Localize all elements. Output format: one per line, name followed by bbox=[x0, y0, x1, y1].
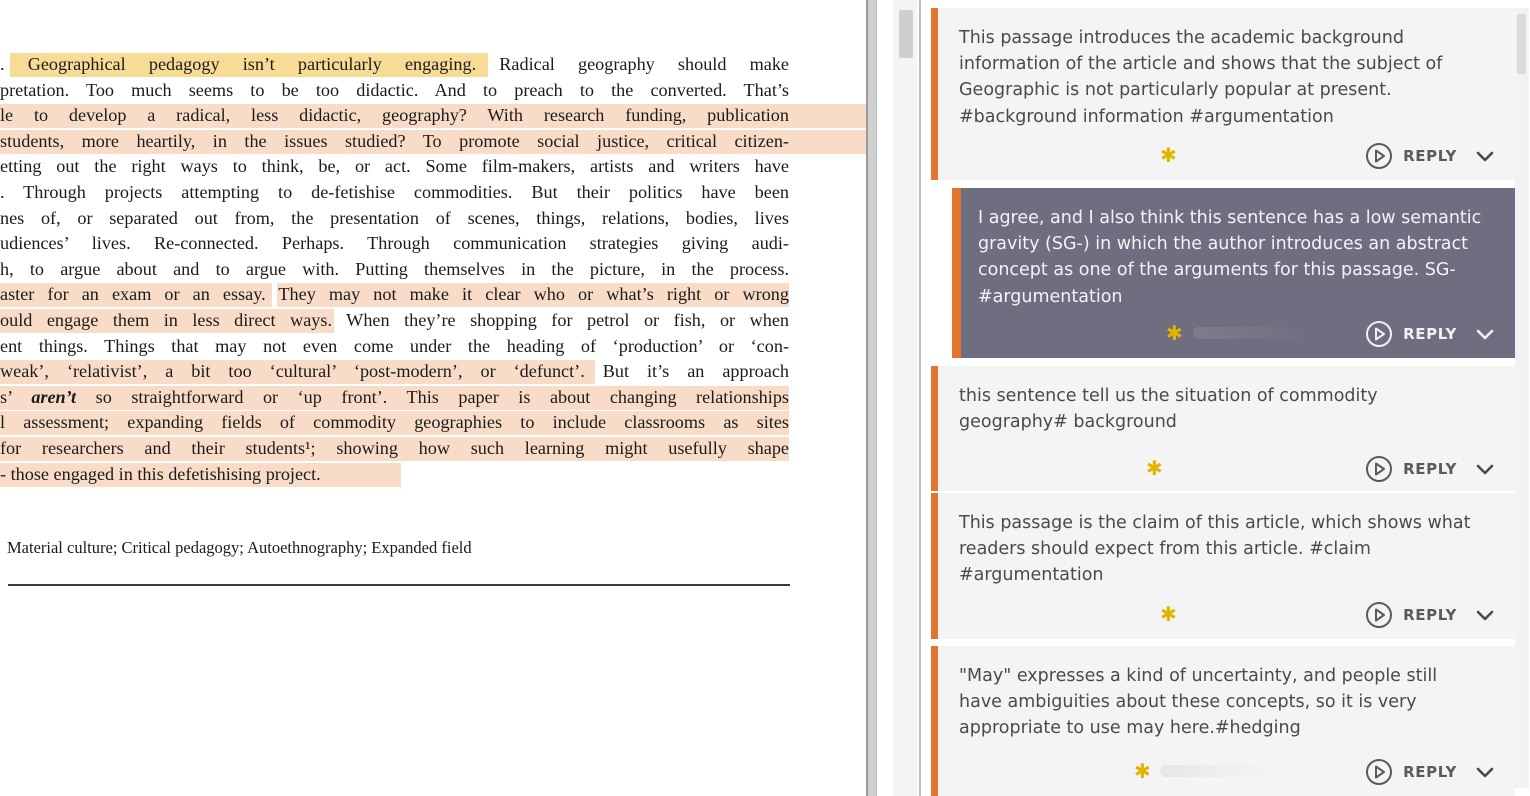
annotation-card bbox=[931, 493, 1515, 639]
star-icon: ✱ bbox=[1146, 458, 1163, 480]
document-line bbox=[0, 462, 866, 488]
reply-button[interactable] bbox=[1365, 320, 1457, 348]
line-text: students, more heartily, in the issues studied? To promote social justice, critical citizen- bbox=[0, 130, 789, 151]
play-circle-icon bbox=[1365, 455, 1393, 483]
line-text: weak’, ‘relativist’, a bit too ‘cultural’ ‘post-modern’, or ‘defunct’. But it’s an approach bbox=[0, 361, 789, 382]
document-line bbox=[0, 103, 866, 129]
line-text-before: s’ bbox=[0, 386, 32, 407]
annotation-card bbox=[931, 8, 1515, 180]
reply-label: REPLY bbox=[1403, 460, 1457, 478]
line-text: ent things. Things that may not even come under the heading of ‘production’ or ‘con- bbox=[0, 335, 789, 356]
line-text: pretation. Too much seems to be too didactic. And to preach to the converted. That’s bbox=[0, 79, 789, 100]
reply-button[interactable] bbox=[1365, 142, 1457, 170]
line-text: etting out the right ways to think, be, or act. Some film-makers, artists and writers have bbox=[0, 156, 789, 177]
star-icon: ✱ bbox=[1134, 761, 1151, 783]
sidebar-scrollbar[interactable] bbox=[893, 0, 917, 796]
annotation-footer bbox=[938, 445, 1515, 491]
annotation-footer bbox=[938, 748, 1515, 796]
reply-label: REPLY bbox=[1403, 763, 1457, 781]
line-text: . Geographical pedagogy isn’t particularly engaging. Radical geography should make bbox=[0, 54, 789, 74]
document-line bbox=[0, 154, 866, 180]
line-text-after: so straightforward or ‘up front’. This paper is about changing relationships bbox=[76, 386, 789, 407]
line-text: . Through projects attempting to de-fetishise commodities. But their politics have been bbox=[0, 181, 789, 202]
keywords-line: Material culture; Critical pedagogy; Autoethnography; Expanded field bbox=[7, 538, 472, 557]
reply-label: REPLY bbox=[1403, 325, 1457, 343]
annotation-text: This passage is the claim of this article, which shows what readers should expect from this article. #claim #argumentation bbox=[959, 513, 1471, 586]
reply-button[interactable] bbox=[1365, 758, 1457, 786]
document-line bbox=[0, 359, 866, 385]
document-line bbox=[0, 206, 866, 232]
play-circle-icon bbox=[1365, 601, 1393, 629]
annotation-footer bbox=[938, 591, 1515, 639]
pane-splitter[interactable] bbox=[866, 0, 877, 796]
chevron-down-icon[interactable] bbox=[1475, 459, 1495, 479]
document-line bbox=[0, 334, 866, 360]
document-line bbox=[0, 180, 866, 206]
sidebar-divider bbox=[919, 0, 921, 796]
document-line bbox=[0, 385, 866, 411]
annotation-sidebar bbox=[877, 0, 1530, 796]
annotation-list bbox=[931, 8, 1517, 796]
annotation-footer bbox=[961, 310, 1515, 358]
line-text: ould engage them in less direct ways. When they’re shopping for petrol or fish, or when bbox=[0, 309, 789, 330]
annotation-card bbox=[931, 366, 1515, 491]
reply-label: REPLY bbox=[1403, 147, 1457, 165]
play-circle-icon bbox=[1365, 320, 1393, 348]
annotation-text: This passage introduces the academic background information of the article and shows that the subject of Geographic is not particularly popular at present. #background information #argumentation bbox=[959, 28, 1443, 127]
line-text: l assessment; expanding fields of commodity geographies to include classrooms as sites bbox=[0, 412, 789, 433]
star-icon: ✱ bbox=[1160, 604, 1177, 626]
chevron-down-icon[interactable] bbox=[1475, 146, 1495, 166]
reply-card bbox=[952, 188, 1515, 358]
line-text: for researchers and their students¹; showing how such learning might usefully shape bbox=[0, 437, 789, 458]
author-name-redacted bbox=[1160, 765, 1280, 777]
line-text bbox=[0, 385, 789, 411]
line-text: le to develop a radical, less didactic, geography? With research funding, publication bbox=[0, 105, 789, 126]
document-line bbox=[0, 78, 866, 104]
line-text: nes of, or separated out from, the presentation of scenes, things, relations, bodies, lives bbox=[0, 207, 789, 228]
document-line bbox=[0, 308, 866, 334]
document-line bbox=[0, 231, 866, 257]
document-text bbox=[0, 52, 866, 487]
play-circle-icon bbox=[1365, 758, 1393, 786]
annotation-text: "May" expresses a kind of uncertainty, and people still have ambiguities about these concepts, so it is very appropriate to use may here.#hedging bbox=[959, 666, 1438, 739]
line-text: udiences’ lives. Re-connected. Perhaps. Through communication strategies giving audi- bbox=[0, 233, 789, 254]
annotation-text: I agree, and I also think this sentence has a low semantic gravity (SG-) in which the author introduces an abstract concept as one of the arguments for this passage. SG- #argumentation bbox=[978, 208, 1482, 307]
section-divider bbox=[8, 584, 790, 586]
annotation-footer bbox=[938, 132, 1515, 180]
line-text: h, to argue about and to argue with. Putting themselves in the picture, in the process. bbox=[0, 258, 789, 279]
scrollbar-thumb[interactable] bbox=[899, 10, 913, 58]
document-line bbox=[0, 436, 866, 462]
star-icon: ✱ bbox=[1166, 323, 1183, 345]
document-line bbox=[0, 410, 866, 436]
annotation-text: this sentence tell us the situation of commodity geography# background bbox=[959, 386, 1378, 433]
emphasis-text: aren’t bbox=[31, 386, 77, 407]
reply-label: REPLY bbox=[1403, 606, 1457, 624]
chevron-down-icon[interactable] bbox=[1475, 762, 1495, 782]
annotation-list-scrollbar[interactable] bbox=[1515, 8, 1529, 788]
line-text: aster for an exam or an essay. They may not make it clear who or what’s right or wrong bbox=[0, 284, 789, 305]
chevron-down-icon[interactable] bbox=[1475, 605, 1495, 625]
document-line bbox=[0, 52, 866, 78]
chevron-down-icon[interactable] bbox=[1475, 324, 1495, 344]
annotation-card bbox=[931, 646, 1515, 796]
reply-button[interactable] bbox=[1365, 455, 1457, 483]
document-line bbox=[0, 282, 866, 308]
reply-button[interactable] bbox=[1365, 601, 1457, 629]
line-text: - those engaged in this defetishising project. bbox=[0, 463, 321, 484]
document-line bbox=[0, 257, 866, 283]
star-icon: ✱ bbox=[1160, 145, 1177, 167]
document-line bbox=[0, 129, 866, 155]
author-name-redacted bbox=[1193, 327, 1313, 339]
play-circle-icon bbox=[1365, 142, 1393, 170]
scrollbar-thumb[interactable] bbox=[1517, 14, 1526, 74]
